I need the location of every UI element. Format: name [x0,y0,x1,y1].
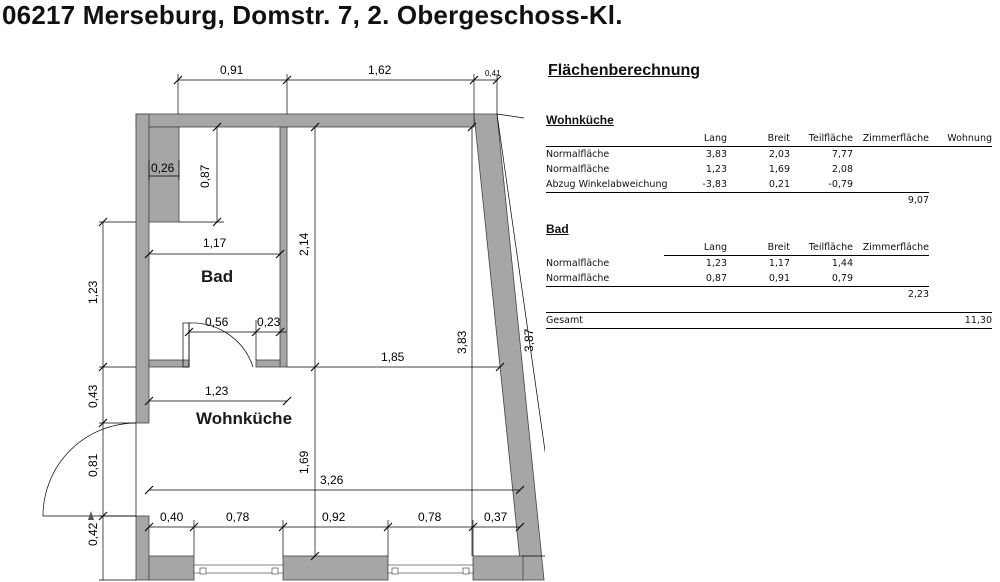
dim-top-162: 1,62 [368,63,392,77]
dim-326: 3,26 [320,473,344,487]
dim-026: 0,26 [151,161,175,175]
dim-bottom-037: 0,37 [484,510,508,524]
cell: 3,83 [705,149,727,160]
wall-bad-bottom-right [256,360,280,367]
table-row [546,256,992,272]
cell: 0,87 [664,271,727,287]
col-header: Zimmerfläche [853,131,929,147]
wall-bottom-1 [149,556,194,580]
section-title-bad: Bad [546,222,569,236]
cell: 1,17 [768,258,790,269]
table-header-row [546,131,992,147]
col-header: Teilfläche [790,240,853,256]
table-wohnkueche [546,131,992,222]
table-bad [546,240,992,302]
cell: 0,91 [727,271,790,287]
cell: 0,79 [790,271,853,287]
calc-title: Flächenberechnung [548,62,701,79]
table-header-row [546,240,992,256]
col-header: Wohnung [929,131,992,147]
cell: 1,44 [831,258,853,269]
table-gesamt [546,312,992,329]
col-header: Lang [664,240,727,256]
cell: 0,21 [727,177,790,193]
wall-bottom-2 [283,556,388,580]
wall-left-upper [136,114,149,423]
dim-top-041: 0,41 [485,69,501,78]
dim-top-091: 0,91 [220,63,244,77]
window-2 [388,565,473,573]
col-header: Breit [727,240,790,256]
dim-117: 1,17 [203,236,227,250]
dim-123-left: 1,23 [86,280,100,304]
wall-left-lower [136,516,149,580]
cell: -0,79 [790,177,853,193]
dim-bottom-040: 0,40 [160,510,184,524]
window-1 [194,565,283,573]
window-sill-2 [272,568,278,574]
cell: 1,23 [705,164,727,175]
cell: 1,23 [705,258,727,269]
col-header: Breit [727,131,790,147]
col-header: Teilfläche [790,131,853,147]
table-row [546,147,992,163]
cell: 1,69 [768,164,790,175]
dim-087: 0,87 [198,164,212,188]
total-bad: 2,23 [907,289,929,300]
cell: Normalfläche [546,164,610,175]
cell: 2,03 [768,149,790,160]
table-row [546,313,992,329]
room-label-bad: Bad [201,267,234,286]
dim-043: 0,43 [86,384,100,408]
dim-383: 3,83 [455,330,469,354]
page-title: 06217 Merseburg, Domstr. 7, 2. Obergeschoss-Kl. [2,0,623,30]
cell: Normalfläche [546,271,664,287]
gesamt-label: Gesamt [546,315,583,326]
dim-042: 0,42 [86,522,100,546]
dim-bottom-092: 0,92 [322,510,346,524]
cell: -3,83 [664,177,727,193]
total-wohnkueche: 9,07 [907,195,929,206]
dim-214: 2,14 [297,232,311,256]
dim-387: 3,87 [522,328,536,352]
cell: 7,77 [831,149,853,160]
dim-023: 0,23 [257,315,281,329]
cell: 2,08 [831,164,853,175]
window-sill-4 [463,568,469,574]
table-row [546,271,992,287]
table-total-row [546,287,992,303]
section-title-wohnkueche: Wohnküche [546,113,614,127]
cell: Normalfläche [546,149,610,160]
col-header: Lang [664,131,727,147]
wall-top [136,114,474,127]
window-sill-3 [392,568,398,574]
col-header: Zimmerfläche [853,240,929,256]
dim-bottom-078a: 0,78 [226,510,250,524]
dim-bottom-078b: 0,78 [418,510,442,524]
door-bad-swing [189,323,253,367]
wall-bottom-3 [473,556,523,580]
dim-169: 1,69 [297,450,311,474]
dim-081: 0,81 [86,453,100,477]
dim-056: 0,56 [205,315,229,329]
gesamt-value: 11,30 [964,315,992,326]
cell: Abzug Winkelabweichung [546,177,664,193]
cell: Normalfläche [546,257,610,269]
table-total-row [546,193,992,209]
dim-185: 1,85 [381,350,405,364]
table-row [546,162,992,177]
room-label-wohnkueche: Wohnküche [196,409,293,428]
table-row [546,177,992,193]
area-calculation-panel [546,62,992,329]
window-sill-1 [200,568,206,574]
dim-123-mid: 1,23 [205,384,229,398]
